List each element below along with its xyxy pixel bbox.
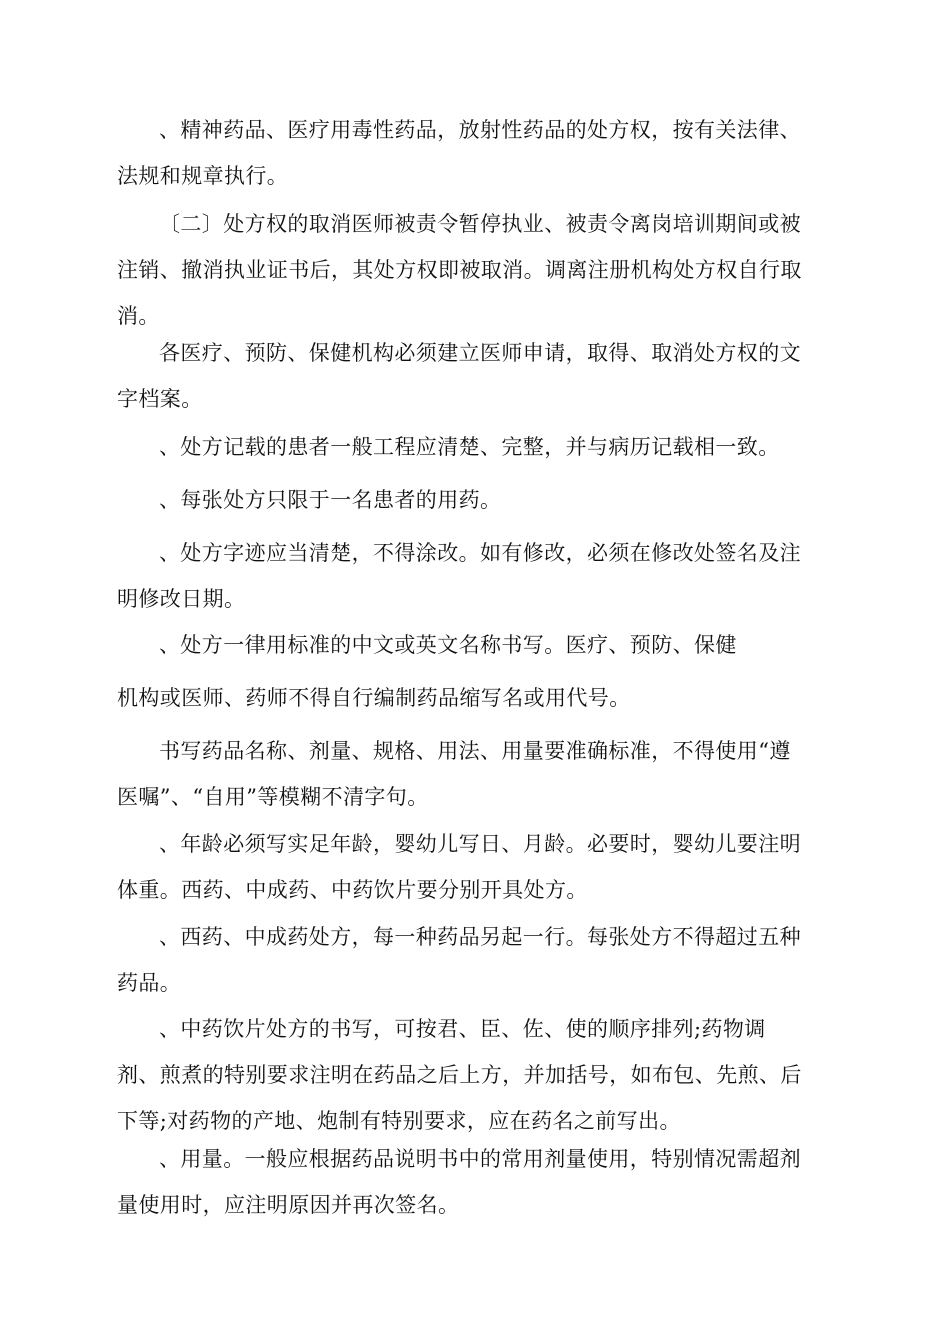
text-line: 、处方记载的患者一般工程应清楚、完整，并与病历记载相一致。 bbox=[159, 435, 780, 459]
paragraph-1 bbox=[117, 107, 833, 199]
text-line: 医嘱”、“自用”等模糊不清字句。 bbox=[117, 785, 429, 809]
text-line: 、西药、中成药处方，每一种药品另起一行。每张处方不得超过五种 bbox=[159, 925, 801, 949]
paragraph-8 bbox=[117, 675, 833, 721]
paragraph-12 bbox=[117, 1006, 833, 1144]
text-line: 下等;对药物的产地、炮制有特别要求，应在药名之前写出。 bbox=[117, 1109, 681, 1133]
paragraph-13 bbox=[117, 1136, 833, 1228]
text-line: 、每张处方只限于一名患者的用药。 bbox=[159, 488, 502, 512]
text-line: 量使用时，应注明原因并再次签名。 bbox=[117, 1193, 460, 1217]
text-line: 消。 bbox=[117, 304, 160, 328]
text-line: 、精神药品、医疗用毒性药品，放射性药品的处方权，按有关法律、 bbox=[159, 118, 801, 142]
paragraph-4 bbox=[117, 424, 833, 470]
text-line: 、用量。一般应根据药品说明书中的常用剂量使用，特别情况需超剂 bbox=[159, 1147, 801, 1171]
text-line: 、中药饮片处方的书写，可按君、臣、佐、使的顺序排列;药物调 bbox=[159, 1017, 766, 1041]
text-line: 〔二〕处方权的取消医师被责令暂停执业、被责令离岗培训期间或被 bbox=[159, 212, 801, 236]
paragraph-7 bbox=[117, 622, 833, 668]
paragraph-2 bbox=[117, 201, 833, 339]
text-line: 各医疗、预防、保健机构必须建立医师申请，取得、取消处方权的文 bbox=[159, 341, 801, 365]
paragraph-6 bbox=[117, 530, 833, 622]
text-line: 明修改日期。 bbox=[117, 587, 246, 611]
text-line: 、年龄必须写实足年龄，婴幼儿写日、月龄。必要时，婴幼儿要注明 bbox=[159, 832, 801, 856]
paragraph-3 bbox=[117, 330, 833, 422]
paragraph-11 bbox=[117, 914, 833, 1006]
text-line: 剂、煎煮的特别要求注明在药品之后上方，并加括号，如布包、先煎、后 bbox=[117, 1063, 802, 1087]
text-line: 、处方一律用标准的中文或英文名称书写。医疗、预防、保健 bbox=[159, 633, 737, 657]
paragraph-10 bbox=[117, 821, 833, 913]
text-line: 机构或医师、药师不得自行编制药品缩写名或用代号。 bbox=[117, 686, 631, 710]
text-line: 字档案。 bbox=[117, 387, 203, 411]
text-line: 体重。西药、中成药、中药饮片要分别开具处方。 bbox=[117, 878, 588, 902]
text-line: 法规和规章执行。 bbox=[117, 164, 289, 188]
paragraph-9 bbox=[117, 728, 833, 820]
text-line: 书写药品名称、剂量、规格、用法、用量要准确标准，不得使用“遵 bbox=[159, 739, 791, 763]
paragraph-5 bbox=[117, 477, 833, 523]
text-line: 药品。 bbox=[117, 971, 182, 995]
text-line: 注销、撤消执业证书后，其处方权即被取消。调离注册机构处方权自行取 bbox=[117, 258, 802, 282]
text-line: 、处方字迹应当清楚，不得涂改。如有修改，必须在修改处签名及注 bbox=[159, 541, 801, 565]
